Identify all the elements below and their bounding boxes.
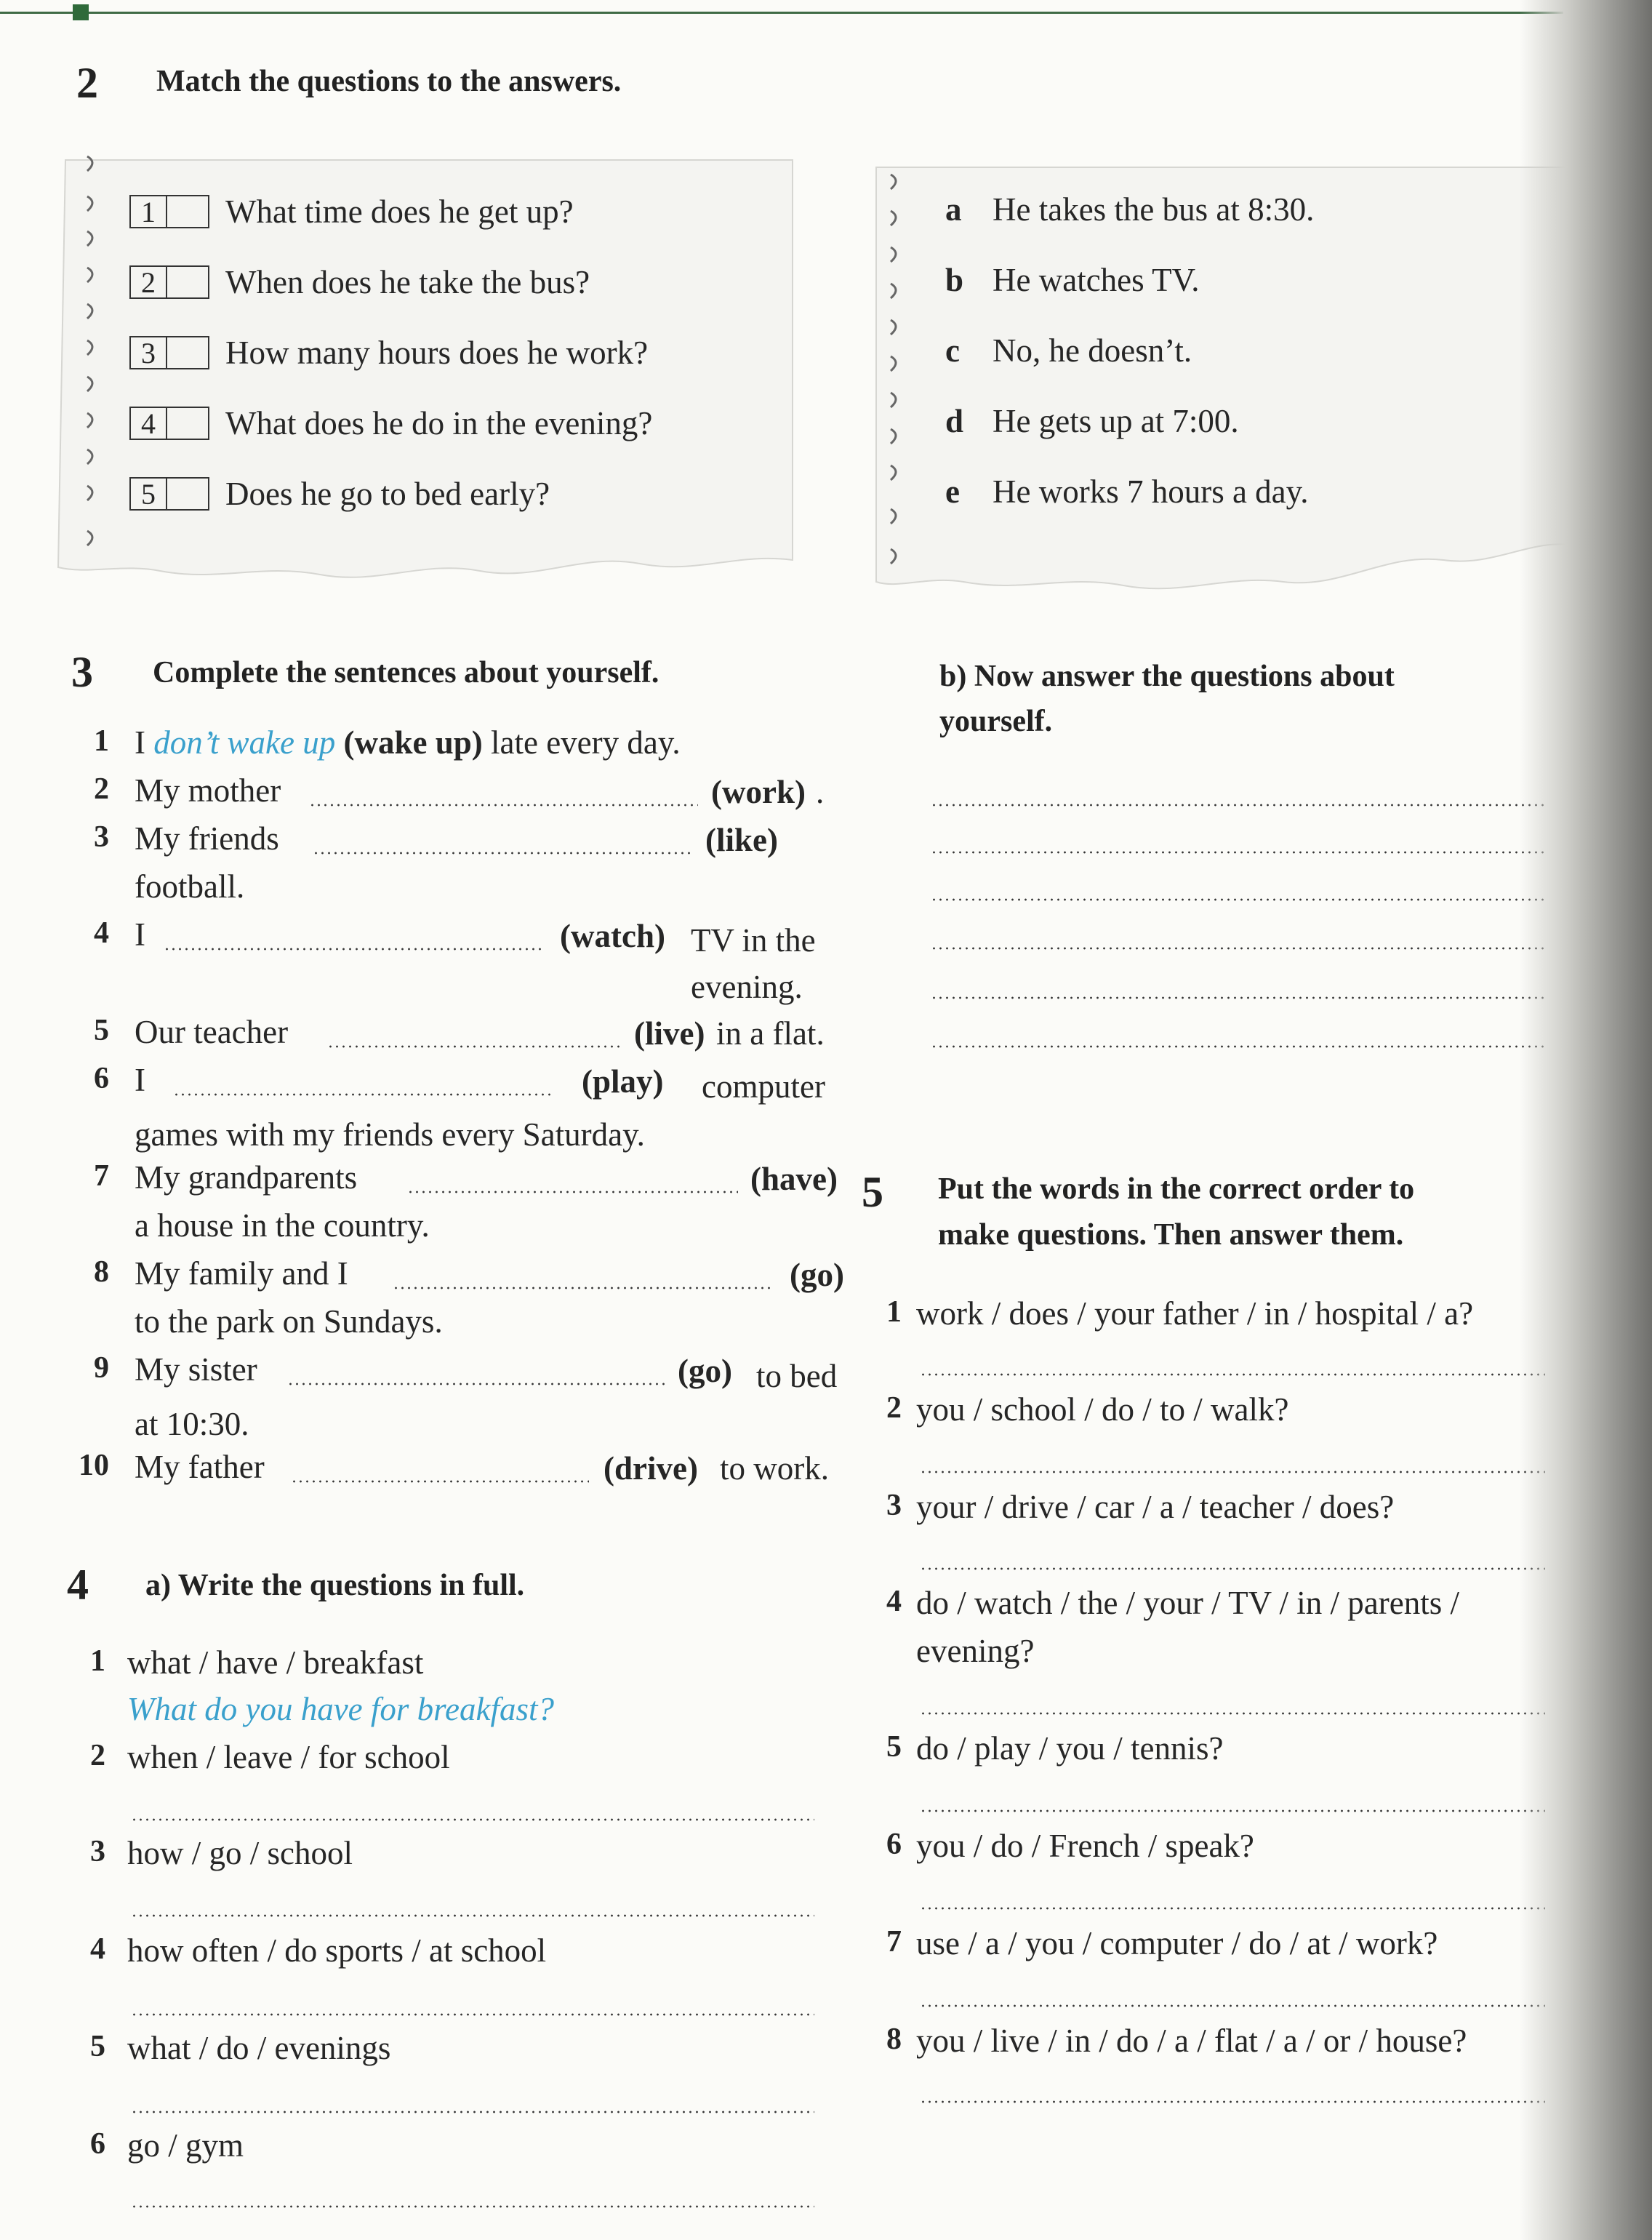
answer-line[interactable] (920, 2004, 1545, 2007)
sentence-start: I (135, 1062, 145, 1098)
item-number: 7 (94, 1159, 109, 1193)
sentence-line (135, 724, 681, 761)
section-3b-title-line2: yourself. (939, 705, 1053, 738)
sentence-end: to the park on Sundays. (135, 1303, 443, 1340)
answer-row (945, 332, 1192, 369)
item-number: 2 (94, 772, 109, 806)
sentence-start: My sister (135, 1351, 257, 1388)
verb-prompt: (go) (678, 1353, 732, 1389)
verb-prompt: (go) (790, 1257, 844, 1293)
answer-line[interactable] (920, 1373, 1545, 1376)
top-marker (73, 4, 89, 20)
prompt-text: do / play / you / tennis? (916, 1730, 1224, 1767)
answer-line[interactable] (920, 1712, 1545, 1715)
item-number: 5 (886, 1730, 902, 1764)
answer-line[interactable] (313, 852, 691, 855)
prompt-text: do / watch / the / your / TV / in / parents / (916, 1585, 1459, 1621)
sentence-start: I (135, 724, 145, 761)
prompt-text: work / does / your father / in / hospital / a? (916, 1295, 1474, 1332)
answer-text: No, he doesn’t. (993, 332, 1192, 369)
item-number: 5 (94, 1014, 109, 1047)
item-number: 6 (90, 2127, 105, 2161)
item-number: 4 (94, 916, 109, 950)
sentence-end: in a flat. (716, 1015, 825, 1052)
answer-box[interactable] (129, 477, 209, 511)
answer-line[interactable] (931, 996, 1545, 999)
item-number: 1 (90, 1644, 105, 1678)
sentence-start: My friends (135, 820, 279, 857)
question-text: Does he go to bed early? (225, 476, 550, 512)
answer-line[interactable] (131, 1818, 814, 1821)
answer-line[interactable] (164, 948, 545, 951)
sentence-end: to bed at 10:30. (135, 1358, 838, 1442)
item-number: 8 (94, 1255, 109, 1289)
answer-line[interactable] (931, 947, 1545, 950)
item-number: 3 (90, 1835, 105, 1868)
top-rule (0, 12, 1563, 14)
answer-row (945, 261, 1200, 299)
answer-box[interactable] (129, 407, 209, 440)
answer-line[interactable] (393, 1287, 771, 1289)
prompt-text: how often / do sports / at school (127, 1932, 547, 1969)
answer-row (945, 402, 1239, 440)
answer-line[interactable] (931, 804, 1545, 807)
section-3-title: Complete the sentences about yourself. (153, 656, 659, 689)
prompt-text: go / gym (127, 2127, 244, 2164)
sentence-start: My mother (135, 772, 281, 809)
answer-text: He gets up at 7:00. (993, 403, 1239, 439)
section-5-number: 5 (862, 1168, 883, 1216)
answer-line[interactable] (407, 1191, 738, 1193)
item-number: 6 (94, 1062, 109, 1095)
answer-line[interactable] (131, 1914, 814, 1917)
section-4-number: 4 (67, 1561, 89, 1609)
question-row (129, 475, 550, 513)
question-row (129, 193, 574, 231)
section-3b-title-line1: b) Now answer the questions about (939, 660, 1395, 693)
answer-line[interactable] (309, 804, 698, 807)
answer-text: He takes the bus at 8:30. (993, 191, 1315, 228)
item-number: 2 (886, 1391, 902, 1425)
item-number: 7 (886, 1925, 902, 1959)
answer-line[interactable] (931, 851, 1545, 854)
answer-box[interactable] (129, 336, 209, 369)
prompt-text: how / go / school (127, 1835, 353, 1871)
sentence-start: My family and I (135, 1255, 348, 1292)
verb-prompt: (work) (711, 774, 806, 810)
answer-letter: b (945, 262, 964, 298)
question-number: 3 (131, 337, 167, 368)
question-text: What does he do in the evening? (225, 405, 653, 441)
sentence-start: I (135, 916, 145, 953)
prompt-text: what / have / breakfast (127, 1644, 424, 1681)
question-text: How many hours does he work? (225, 335, 649, 371)
answer-letter: e (945, 473, 960, 510)
sentence-start: My grandparents (135, 1159, 358, 1196)
answer-line[interactable] (920, 1809, 1545, 1812)
item-number: 3 (94, 820, 109, 854)
answer-text: He works 7 hours a day. (993, 473, 1309, 510)
answer-line[interactable] (931, 1045, 1545, 1048)
prompt-text: you / live / in / do / a / flat / a / or / house? (916, 2023, 1467, 2059)
sentence-end: football. (135, 868, 245, 905)
answer-box[interactable] (129, 195, 209, 228)
prompt-text: you / do / French / speak? (916, 1828, 1254, 1864)
answer-line[interactable] (920, 1907, 1545, 1910)
answer-line[interactable] (327, 1045, 622, 1048)
answer-text: He watches TV. (993, 262, 1200, 298)
verb-prompt: (wake up) (343, 724, 483, 761)
question-row (129, 334, 648, 372)
question-number: 5 (131, 479, 167, 509)
example-answer: What do you have for breakfast? (127, 1691, 554, 1727)
item-number: 8 (886, 2023, 902, 2056)
section-4-title: a) Write the questions in full. (145, 1569, 525, 1602)
verb-prompt: (have) (750, 1161, 838, 1197)
answer-line[interactable] (131, 2111, 814, 2113)
item-number: 1 (94, 724, 109, 758)
answer-row (945, 191, 1314, 228)
question-row (129, 263, 590, 301)
item-number: 5 (90, 2030, 105, 2063)
item-number: 4 (886, 1585, 902, 1618)
sentence-start: My father (135, 1449, 265, 1485)
answer-line[interactable] (131, 2205, 814, 2208)
section-5-title-line1: Put the words in the correct order to (938, 1172, 1415, 1206)
answer-line[interactable] (920, 1471, 1545, 1473)
prompt-text-continued: evening? (916, 1633, 1035, 1669)
answer-letter: d (945, 403, 964, 439)
section-2-title: Match the questions to the answers. (156, 65, 622, 98)
question-number: 2 (131, 267, 167, 297)
prompt-text: when / leave / for school (127, 1739, 450, 1775)
sentence-end: to work. (720, 1450, 829, 1487)
answer-letter: c (945, 332, 960, 369)
section-2-number: 2 (76, 59, 98, 107)
answer-line[interactable] (931, 898, 1545, 901)
answer-letter: a (945, 191, 962, 228)
answer-line[interactable] (291, 1480, 589, 1483)
verb-prompt: (drive) (604, 1450, 698, 1487)
answer-line[interactable] (131, 2013, 814, 2016)
section-5-title-line2: make questions. Then answer them. (938, 1218, 1404, 1252)
sentence-end: . (816, 774, 825, 810)
verb-prompt: (play) (582, 1063, 664, 1100)
item-number: 6 (886, 1828, 902, 1861)
question-number: 4 (131, 408, 167, 439)
question-row (129, 404, 652, 442)
sentence-end: a house in the country. (135, 1207, 430, 1244)
item-number: 4 (90, 1932, 105, 1966)
answer-line[interactable] (920, 2100, 1545, 2103)
sentence-end: late every day. (491, 724, 681, 761)
prompt-text: your / drive / car / a / teacher / does? (916, 1489, 1395, 1525)
verb-prompt: (live) (634, 1015, 705, 1052)
question-text: What time does he get up? (225, 193, 574, 230)
sentence-start: Our teacher (135, 1014, 289, 1050)
sentence-end: TV in the evening. (691, 922, 816, 1005)
page-gutter-shadow (1520, 0, 1652, 2240)
verb-prompt: (like) (705, 822, 778, 858)
example-answer: don’t wake up (153, 724, 336, 761)
prompt-text: use / a / you / computer / do / at / work? (916, 1925, 1438, 1961)
section-3-number: 3 (71, 648, 93, 696)
sentence-end: computer games with my friends every Saturday. (135, 1068, 825, 1153)
answer-row (945, 473, 1309, 511)
item-number: 9 (94, 1351, 109, 1385)
verb-prompt: (watch) (560, 918, 665, 954)
answer-line[interactable] (920, 1567, 1545, 1570)
answer-box[interactable] (129, 265, 209, 299)
item-number: 3 (886, 1489, 902, 1522)
question-text: When does he take the bus? (225, 264, 590, 300)
item-number: 1 (886, 1295, 902, 1329)
item-number: 10 (79, 1449, 109, 1482)
question-number: 1 (131, 196, 167, 227)
prompt-text: what / do / evenings (127, 2030, 391, 2066)
item-number: 2 (90, 1739, 105, 1772)
prompt-text: you / school / do / to / walk? (916, 1391, 1289, 1428)
